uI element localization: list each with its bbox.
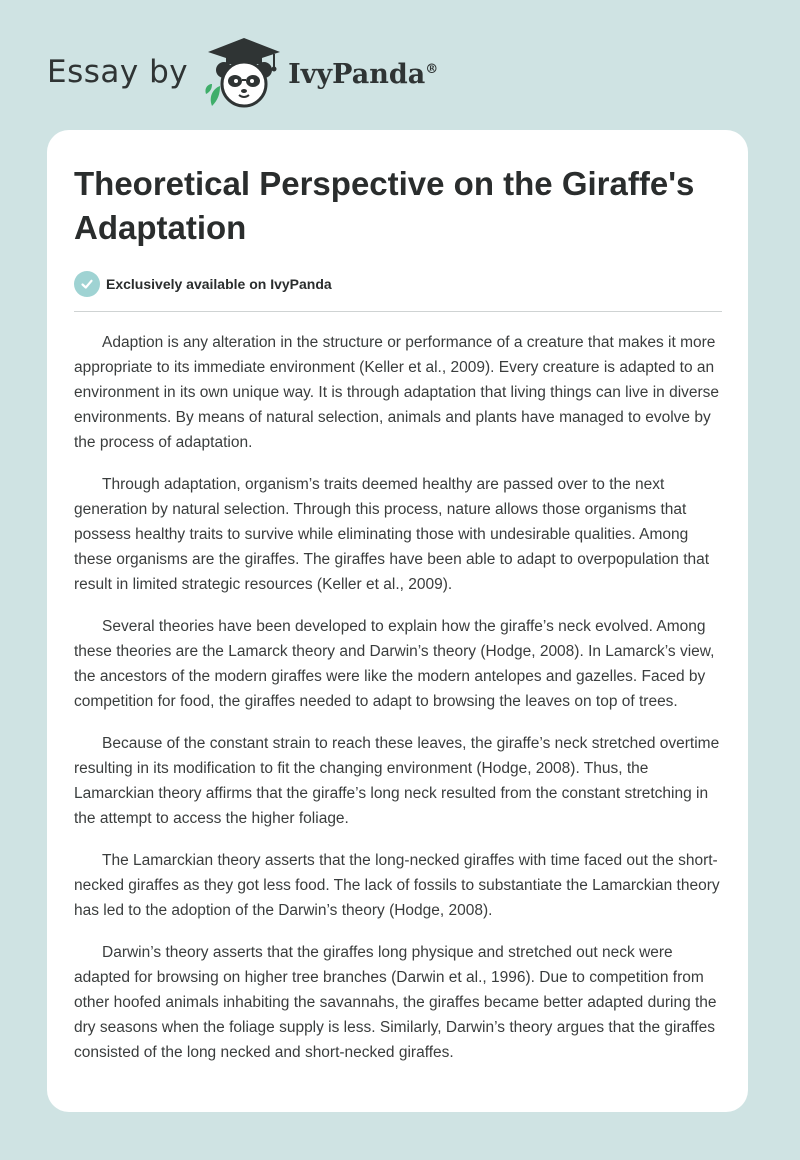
brand-header (47, 34, 438, 110)
panda-graduate-logo[interactable] (198, 34, 286, 110)
check-circle-icon (74, 271, 100, 297)
paragraph: Darwin’s theory asserts that the giraffes long physique and stretched out neck were adapted for browsing on higher tree branches (Darwin et al., 1996). Due to competition from other hoofed animals inhabiting the savannahs, the giraffes became better adapted during the dry seasons when the foliage supply is less. Similarly, Darwin’s theory argues that the giraffes consisted of the long necked and short-necked giraffes. (74, 944, 717, 1061)
brand-name (288, 59, 438, 90)
exclusive-badge (74, 270, 722, 298)
brand-prefix: Essay by (47, 54, 189, 90)
essay-body (74, 330, 722, 1065)
essay-card (47, 130, 748, 1112)
paragraph: Through adaptation, organism’s traits deemed healthy are passed over to the next generation by natural selection. Through this process, nature allows those organisms that possess healthy traits to survive while eliminating those with undesirable qualities. Among these organisms are the giraffes. The giraffes have been able to adapt to overpopulation that result in limited strategic resources (Keller et al., 2009). (74, 476, 710, 593)
registered-mark: ® (425, 61, 439, 77)
paragraph: Several theories have been developed to explain how the giraffe’s neck evolved. Among these theories are the Lamarck theory and Darwin’s theory (Hodge, 2008). In Lamarck’s view, the ancestors of the modern giraffes were like the modern antelopes and gazelles. Faced by competition for food, the giraffes needed to adapt to browsing the leaves on top of trees. (74, 618, 715, 710)
paragraph: Because of the constant strain to reach these leaves, the giraffe’s neck stretched overtime resulting in its modification to fit the changing environment (Hodge, 2008). Thus, the Lamarckian theory affirms that the giraffe’s long neck resulted from the constant stretching in the attempt to access the higher foliage. (74, 735, 720, 827)
badge-label: Exclusively available on IvyPanda (106, 276, 332, 292)
divider (74, 311, 722, 312)
essay-title: Theoretical Perspective on the Giraffe's Adaptation (74, 165, 695, 246)
paragraph: Adaption is any alteration in the structure or performance of a creature that makes it more appropriate to its immediate environment (Keller et al., 2009). Every creature is adapted to an environment in its own unique way. It is through adaptation that living things can live in diverse environments. By means of natural selection, animals and plants have managed to evolve by the process of adaptation. (74, 334, 720, 451)
brand-name-text: IvyPanda (288, 58, 426, 90)
paragraph: The Lamarckian theory asserts that the long-necked giraffes with time faced out the short-necked giraffes as they got less food. The lack of fossils to substantiate the Lamarckian theory has led to the adoption of the Darwin’s theory (Hodge, 2008). (74, 852, 720, 919)
